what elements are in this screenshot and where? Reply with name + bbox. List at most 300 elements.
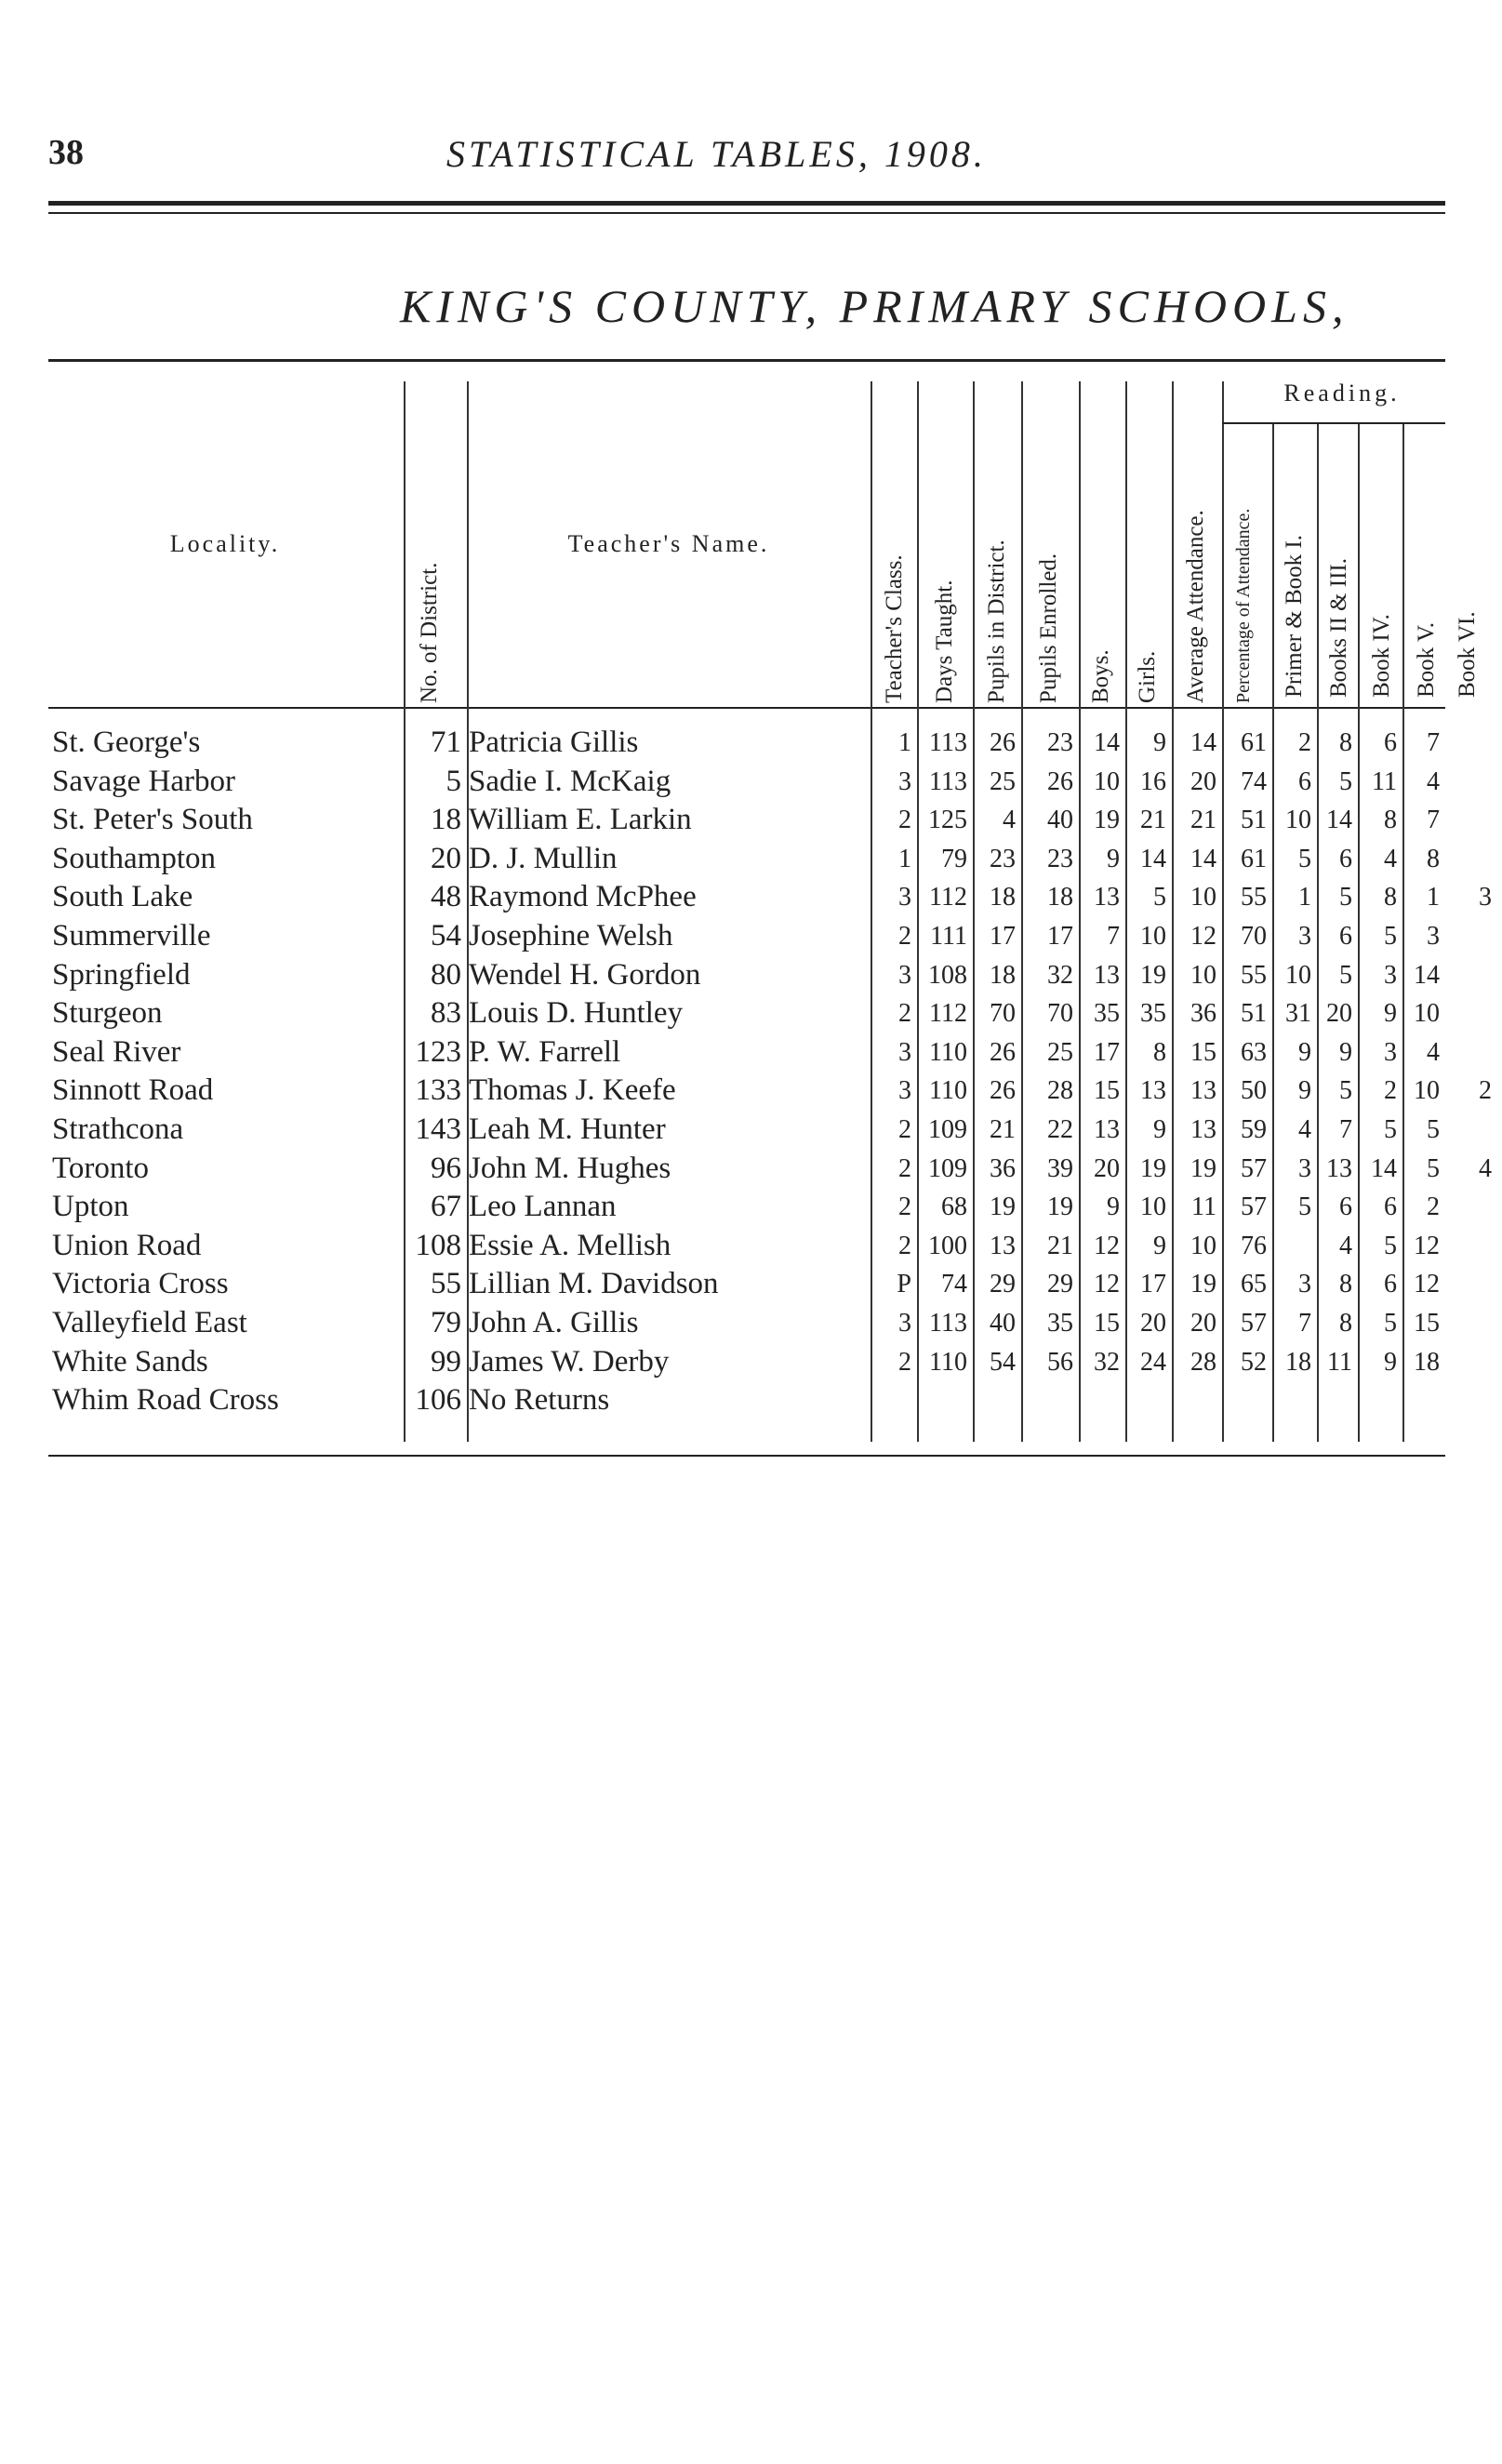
teachers-class-cell: 3	[898, 883, 911, 912]
district-cell: 67	[431, 1190, 461, 1224]
header-book-v: Book V.	[1414, 621, 1439, 698]
teacher-cell: Lillian M. Davidson	[469, 1267, 719, 1301]
average-attendance-cell: 36	[1190, 999, 1216, 1029]
percentage-attendance-cell: 61	[1241, 844, 1267, 873]
primer-book-i-cell: 6	[1298, 766, 1311, 796]
pupils-in-district-cell: 54	[990, 1347, 1016, 1377]
books-ii-iii-cell: 20	[1326, 999, 1352, 1029]
header-district: No. of District.	[417, 562, 442, 703]
book-v-cell: 10	[1414, 999, 1440, 1029]
boys-cell: 19	[1094, 806, 1120, 835]
average-attendance-cell: 14	[1190, 728, 1216, 757]
boys-cell: 9	[1107, 1192, 1120, 1222]
book-iv-cell: 5	[1384, 1231, 1397, 1260]
books-ii-iii-cell: 5	[1339, 766, 1352, 796]
locality-cell: Springfield	[52, 957, 191, 992]
reading-underline	[1222, 422, 1445, 424]
book-iv-cell: 8	[1384, 806, 1397, 835]
days-taught-cell: 110	[929, 1037, 967, 1067]
boys-cell: 13	[1094, 883, 1120, 912]
book-iv-cell: 4	[1384, 844, 1397, 873]
average-attendance-cell: 10	[1190, 883, 1216, 912]
locality-cell: Strathcona	[52, 1112, 184, 1146]
header-pupils-in-district: Pupils in District.	[984, 539, 1009, 703]
average-attendance-cell: 11	[1191, 1192, 1216, 1222]
pupils-enrolled-cell: 70	[1047, 999, 1073, 1029]
girls-cell: 13	[1140, 1076, 1166, 1106]
teacher-cell: Essie A. Mellish	[469, 1228, 671, 1262]
primer-book-i-cell: 5	[1298, 844, 1311, 873]
days-taught-cell: 113	[929, 728, 967, 757]
teachers-class-cell: 2	[898, 806, 911, 835]
days-taught-cell: 110	[929, 1347, 967, 1377]
days-taught-cell: 100	[928, 1231, 967, 1260]
teachers-class-cell: 3	[898, 1037, 911, 1067]
boys-cell: 15	[1094, 1309, 1120, 1338]
girls-cell: 24	[1140, 1347, 1166, 1377]
percentage-attendance-cell: 51	[1241, 999, 1267, 1029]
books-ii-iii-cell: 8	[1339, 728, 1352, 757]
header-girls: Girls.	[1135, 650, 1160, 703]
district-cell: 55	[431, 1267, 461, 1301]
header-pupils-enrolled: Pupils Enrolled.	[1036, 553, 1061, 703]
table-row	[48, 1304, 1445, 1343]
locality-cell: Whim Road Cross	[52, 1383, 279, 1418]
primer-book-i-cell: 4	[1298, 1115, 1311, 1144]
book-v-cell: 10	[1414, 1076, 1440, 1106]
teacher-cell: John M. Hughes	[469, 1151, 671, 1185]
books-ii-iii-cell: 5	[1339, 960, 1352, 990]
district-cell: 54	[431, 919, 461, 952]
books-ii-iii-cell: 6	[1339, 922, 1352, 951]
district-cell: 71	[431, 726, 461, 759]
percentage-attendance-cell: 76	[1241, 1231, 1267, 1260]
header-reading: Reading.	[1283, 380, 1401, 406]
header-locality: Locality.	[169, 530, 281, 557]
locality-cell: St. George's	[52, 726, 201, 759]
pupils-in-district-cell: 26	[990, 728, 1016, 757]
district-cell: 20	[431, 841, 461, 875]
table-row	[48, 1188, 1445, 1227]
primer-book-i-cell: 1	[1298, 883, 1311, 912]
pupils-in-district-cell: 26	[990, 1037, 1016, 1067]
pupils-enrolled-cell: 21	[1047, 1231, 1073, 1260]
primer-book-i-cell: 3	[1298, 922, 1311, 951]
average-attendance-cell: 15	[1190, 1037, 1216, 1067]
days-taught-cell: 111	[930, 922, 967, 951]
books-ii-iii-cell: 13	[1326, 1153, 1352, 1183]
book-iv-cell: 2	[1384, 1076, 1397, 1106]
percentage-attendance-cell: 52	[1241, 1347, 1267, 1377]
days-taught-cell: 68	[941, 1192, 967, 1222]
table-row	[48, 1265, 1445, 1304]
table-row	[48, 1381, 1445, 1420]
days-taught-cell: 112	[929, 999, 967, 1029]
boys-cell: 7	[1107, 922, 1120, 951]
percentage-attendance-cell: 55	[1241, 883, 1267, 912]
percentage-attendance-cell: 70	[1241, 922, 1267, 951]
teacher-cell: Wendel H. Gordon	[469, 957, 701, 992]
header-rule-thick	[48, 201, 1445, 206]
table-row	[48, 1072, 1492, 1111]
header-teacher: Teacher's Name.	[567, 530, 770, 557]
girls-cell: 9	[1153, 1115, 1166, 1144]
book-v-cell: 15	[1414, 1309, 1440, 1338]
average-attendance-cell: 13	[1190, 1076, 1216, 1106]
books-ii-iii-cell: 7	[1339, 1115, 1352, 1144]
teachers-class-cell: 1	[898, 728, 911, 757]
primer-book-i-cell: 10	[1285, 960, 1311, 990]
girls-cell: 35	[1140, 999, 1166, 1029]
book-iv-cell: 6	[1384, 1192, 1397, 1222]
locality-cell: Valleyfield East	[52, 1306, 247, 1339]
teacher-cell: Thomas J. Keefe	[469, 1073, 676, 1108]
table-row	[48, 840, 1445, 879]
teacher-cell: Leo Lannan	[469, 1190, 617, 1224]
days-taught-cell: 109	[928, 1115, 967, 1144]
district-cell: 99	[431, 1344, 461, 1379]
pupils-enrolled-cell: 23	[1047, 728, 1073, 757]
percentage-attendance-cell: 59	[1241, 1115, 1267, 1144]
district-cell: 123	[415, 1034, 461, 1069]
teacher-cell: No Returns	[469, 1383, 610, 1418]
teacher-cell: Sadie I. McKaig	[469, 764, 671, 798]
pupils-in-district-cell: 25	[990, 766, 1016, 796]
girls-cell: 16	[1140, 766, 1166, 796]
district-cell: 106	[415, 1383, 461, 1418]
header-rule-thin	[48, 212, 1445, 214]
locality-cell: Victoria Cross	[52, 1267, 229, 1301]
average-attendance-cell: 10	[1190, 1231, 1216, 1260]
teacher-cell: John A. Gillis	[469, 1306, 639, 1339]
book-v-cell: 7	[1427, 806, 1440, 835]
header-book-iv: Book IV.	[1369, 614, 1394, 698]
district-cell: 83	[431, 996, 461, 1031]
books-ii-iii-cell: 11	[1327, 1347, 1352, 1377]
header-teachers-class: Teacher's Class.	[882, 554, 907, 703]
books-ii-iii-cell: 4	[1339, 1231, 1352, 1260]
books-ii-iii-cell: 14	[1326, 806, 1352, 835]
average-attendance-cell: 10	[1190, 960, 1216, 990]
book-v-cell: 1	[1427, 883, 1440, 912]
locality-cell: Southampton	[52, 841, 217, 875]
teachers-class-cell: 2	[898, 1153, 911, 1183]
district-cell: 133	[415, 1073, 461, 1108]
teachers-class-cell: 3	[898, 960, 911, 990]
book-iv-cell: 8	[1384, 883, 1397, 912]
teachers-class-cell: P	[897, 1270, 911, 1299]
header-average-attendance: Average Attendance.	[1183, 510, 1208, 703]
pupils-in-district-cell: 17	[990, 922, 1016, 951]
average-attendance-cell: 28	[1190, 1347, 1216, 1377]
book-iv-cell: 5	[1384, 1115, 1397, 1144]
locality-cell: Savage Harbor	[52, 764, 236, 798]
days-taught-cell: 113	[929, 1309, 967, 1338]
boys-cell: 13	[1094, 960, 1120, 990]
book-vi-cell: 4	[1479, 1153, 1492, 1183]
pupils-in-district-cell: 36	[990, 1153, 1016, 1183]
teachers-class-cell: 3	[898, 1076, 911, 1106]
books-ii-iii-cell: 5	[1339, 883, 1352, 912]
girls-cell: 19	[1140, 1153, 1166, 1183]
table-row	[48, 1343, 1445, 1382]
table-top-rule	[48, 359, 1445, 362]
statistics-table	[48, 359, 1492, 1457]
pupils-in-district-cell: 18	[990, 883, 1016, 912]
pupils-in-district-cell: 40	[990, 1309, 1016, 1338]
district-cell: 18	[431, 803, 461, 837]
teacher-cell: Raymond McPhee	[469, 880, 697, 914]
average-attendance-cell: 20	[1190, 1309, 1216, 1338]
pupils-enrolled-cell: 32	[1047, 960, 1073, 990]
book-v-cell: 8	[1427, 844, 1440, 873]
boys-cell: 9	[1107, 844, 1120, 873]
book-v-cell: 5	[1427, 1153, 1440, 1183]
table-row	[48, 1111, 1445, 1150]
pupils-in-district-cell: 13	[990, 1231, 1016, 1260]
days-taught-cell: 113	[929, 766, 967, 796]
teacher-cell: James W. Derby	[469, 1344, 670, 1379]
pupils-enrolled-cell: 25	[1047, 1037, 1073, 1067]
percentage-attendance-cell: 57	[1241, 1192, 1267, 1222]
pupils-enrolled-cell: 17	[1047, 922, 1073, 951]
girls-cell: 14	[1140, 844, 1166, 873]
boys-cell: 20	[1094, 1153, 1120, 1183]
book-vi-cell: 2	[1479, 1076, 1492, 1106]
book-v-cell: 18	[1414, 1347, 1440, 1377]
page-number: 38	[48, 133, 84, 172]
district-cell: 96	[431, 1151, 461, 1185]
books-ii-iii-cell: 8	[1339, 1270, 1352, 1299]
primer-book-i-cell: 3	[1298, 1270, 1311, 1299]
boys-cell: 13	[1094, 1115, 1120, 1144]
book-v-cell: 4	[1427, 1037, 1440, 1067]
percentage-attendance-cell: 57	[1241, 1309, 1267, 1338]
percentage-attendance-cell: 57	[1241, 1153, 1267, 1183]
pupils-in-district-cell: 21	[990, 1115, 1016, 1144]
average-attendance-cell: 12	[1190, 922, 1216, 951]
book-iv-cell: 3	[1384, 960, 1397, 990]
girls-cell: 9	[1153, 1231, 1166, 1260]
average-attendance-cell: 14	[1190, 844, 1216, 873]
boys-cell: 35	[1094, 999, 1120, 1029]
book-iv-cell: 6	[1384, 1270, 1397, 1299]
boys-cell: 17	[1094, 1037, 1120, 1067]
table-row	[48, 1033, 1445, 1072]
boys-cell: 15	[1094, 1076, 1120, 1106]
locality-cell: Seal River	[52, 1034, 181, 1069]
book-iv-cell: 14	[1371, 1153, 1397, 1183]
table-title: KING'S COUNTY, PRIMARY SCHOOLS,	[400, 280, 1349, 332]
pupils-enrolled-cell: 23	[1047, 844, 1073, 873]
girls-cell: 10	[1140, 1192, 1166, 1222]
teachers-class-cell: 2	[898, 999, 911, 1029]
book-v-cell: 14	[1414, 960, 1440, 990]
average-attendance-cell: 21	[1190, 806, 1216, 835]
table-row	[48, 956, 1445, 995]
book-iv-cell: 11	[1372, 766, 1397, 796]
average-attendance-cell: 19	[1190, 1270, 1216, 1299]
primer-book-i-cell: 31	[1285, 999, 1311, 1029]
locality-cell: Upton	[52, 1190, 129, 1224]
header-book-vi: Book VI.	[1455, 611, 1480, 698]
girls-cell: 8	[1153, 1037, 1166, 1067]
teachers-class-cell: 2	[898, 1192, 911, 1222]
locality-cell: Summerville	[52, 919, 211, 952]
primer-book-i-cell: 5	[1298, 1192, 1311, 1222]
locality-cell: Union Road	[52, 1228, 202, 1262]
header-percentage-attendance: Percentage of Attendance.	[1233, 508, 1254, 703]
district-cell: 5	[445, 764, 461, 798]
table-row	[48, 1227, 1445, 1266]
table-row	[48, 724, 1445, 763]
girls-cell: 5	[1153, 883, 1166, 912]
book-iv-cell: 3	[1384, 1037, 1397, 1067]
books-ii-iii-cell: 5	[1339, 1076, 1352, 1106]
pupils-enrolled-cell: 39	[1047, 1153, 1073, 1183]
book-iv-cell: 9	[1384, 999, 1397, 1029]
header-boys: Boys.	[1088, 649, 1113, 703]
books-ii-iii-cell: 6	[1339, 1192, 1352, 1222]
pupils-enrolled-cell: 28	[1047, 1076, 1073, 1106]
locality-cell: White Sands	[52, 1344, 208, 1379]
locality-cell: St. Peter's South	[52, 803, 253, 837]
book-v-cell: 12	[1414, 1231, 1440, 1260]
pupils-enrolled-cell: 22	[1047, 1115, 1073, 1144]
book-vi-cell: 3	[1479, 883, 1492, 912]
average-attendance-cell: 13	[1190, 1115, 1216, 1144]
book-iv-cell: 5	[1384, 1309, 1397, 1338]
primer-book-i-cell: 9	[1298, 1076, 1311, 1106]
teachers-class-cell: 2	[898, 1115, 911, 1144]
percentage-attendance-cell: 50	[1241, 1076, 1267, 1106]
boys-cell: 12	[1094, 1270, 1120, 1299]
locality-cell: Sinnott Road	[52, 1073, 214, 1108]
book-v-cell: 7	[1427, 728, 1440, 757]
girls-cell: 21	[1140, 806, 1166, 835]
pupils-enrolled-cell: 35	[1047, 1309, 1073, 1338]
pupils-in-district-cell: 29	[990, 1270, 1016, 1299]
pupils-enrolled-cell: 29	[1047, 1270, 1073, 1299]
table-row	[48, 878, 1492, 917]
percentage-attendance-cell: 63	[1241, 1037, 1267, 1067]
percentage-attendance-cell: 74	[1241, 766, 1267, 796]
table-row	[48, 994, 1445, 1033]
pupils-enrolled-cell: 56	[1047, 1347, 1073, 1377]
book-v-cell: 3	[1427, 922, 1440, 951]
teachers-class-cell: 2	[898, 1231, 911, 1260]
teacher-cell: P. W. Farrell	[469, 1034, 621, 1069]
locality-cell: Toronto	[52, 1151, 150, 1185]
pupils-enrolled-cell: 19	[1047, 1192, 1073, 1222]
percentage-attendance-cell: 51	[1241, 806, 1267, 835]
average-attendance-cell: 20	[1190, 766, 1216, 796]
header-bottom-rule	[48, 707, 1445, 709]
teacher-cell: William E. Larkin	[469, 803, 692, 837]
pupils-enrolled-cell: 26	[1047, 766, 1073, 796]
teachers-class-cell: 1	[898, 844, 911, 873]
book-v-cell: 5	[1427, 1115, 1440, 1144]
pupils-in-district-cell: 70	[990, 999, 1016, 1029]
running-title: STATISTICAL TABLES, 1908.	[446, 133, 987, 175]
teachers-class-cell: 2	[898, 922, 911, 951]
district-cell: 79	[431, 1306, 461, 1339]
teacher-cell: Louis D. Huntley	[469, 996, 684, 1031]
pupils-enrolled-cell: 40	[1047, 806, 1073, 835]
books-ii-iii-cell: 8	[1339, 1309, 1352, 1338]
header-primer-book-i: Primer & Book I.	[1282, 535, 1307, 698]
primer-book-i-cell: 3	[1298, 1153, 1311, 1183]
book-iv-cell: 9	[1384, 1347, 1397, 1377]
average-attendance-cell: 19	[1190, 1153, 1216, 1183]
days-taught-cell: 112	[929, 883, 967, 912]
boys-cell: 32	[1094, 1347, 1120, 1377]
girls-cell: 17	[1140, 1270, 1166, 1299]
pupils-in-district-cell: 23	[990, 844, 1016, 873]
primer-book-i-cell: 2	[1298, 728, 1311, 757]
table-row	[48, 763, 1445, 802]
pupils-in-district-cell: 18	[990, 960, 1016, 990]
book-iv-cell: 6	[1384, 728, 1397, 757]
days-taught-cell: 125	[928, 806, 967, 835]
percentage-attendance-cell: 65	[1241, 1270, 1267, 1299]
table-bottom-rule	[48, 1455, 1445, 1457]
primer-book-i-cell: 9	[1298, 1037, 1311, 1067]
locality-cell: South Lake	[52, 880, 193, 914]
pupils-enrolled-cell: 18	[1047, 883, 1073, 912]
days-taught-cell: 109	[928, 1153, 967, 1183]
boys-cell: 10	[1094, 766, 1120, 796]
table-row	[48, 801, 1445, 840]
days-taught-cell: 74	[941, 1270, 967, 1299]
pupils-in-district-cell: 19	[990, 1192, 1016, 1222]
girls-cell: 20	[1140, 1309, 1166, 1338]
teacher-cell: D. J. Mullin	[469, 841, 618, 875]
district-cell: 48	[431, 880, 461, 914]
days-taught-cell: 110	[929, 1076, 967, 1106]
locality-cell: Sturgeon	[52, 996, 163, 1031]
percentage-attendance-cell: 55	[1241, 960, 1267, 990]
percentage-attendance-cell: 61	[1241, 728, 1267, 757]
district-cell: 80	[431, 957, 461, 992]
book-v-cell: 12	[1414, 1270, 1440, 1299]
teacher-cell: Patricia Gillis	[469, 726, 639, 759]
table-row	[48, 917, 1445, 956]
books-ii-iii-cell: 9	[1339, 1037, 1352, 1067]
book-iv-cell: 5	[1384, 922, 1397, 951]
teacher-cell: Josephine Welsh	[469, 919, 673, 952]
teachers-class-cell: 3	[898, 1309, 911, 1338]
days-taught-cell: 108	[928, 960, 967, 990]
teachers-class-cell: 2	[898, 1347, 911, 1377]
days-taught-cell: 79	[941, 844, 967, 873]
girls-cell: 9	[1153, 728, 1166, 757]
girls-cell: 10	[1140, 922, 1166, 951]
boys-cell: 12	[1094, 1231, 1120, 1260]
pupils-in-district-cell: 4	[1003, 806, 1016, 835]
book-v-cell: 4	[1427, 766, 1440, 796]
girls-cell: 19	[1140, 960, 1166, 990]
books-ii-iii-cell: 6	[1339, 844, 1352, 873]
header-books-ii-iii: Books II & III.	[1326, 558, 1351, 698]
book-v-cell: 2	[1427, 1192, 1440, 1222]
primer-book-i-cell: 7	[1298, 1309, 1311, 1338]
boys-cell: 14	[1094, 728, 1120, 757]
primer-book-i-cell: 10	[1285, 806, 1311, 835]
header-days-taught: Days Taught.	[932, 579, 957, 703]
pupils-in-district-cell: 26	[990, 1076, 1016, 1106]
teachers-class-cell: 3	[898, 766, 911, 796]
